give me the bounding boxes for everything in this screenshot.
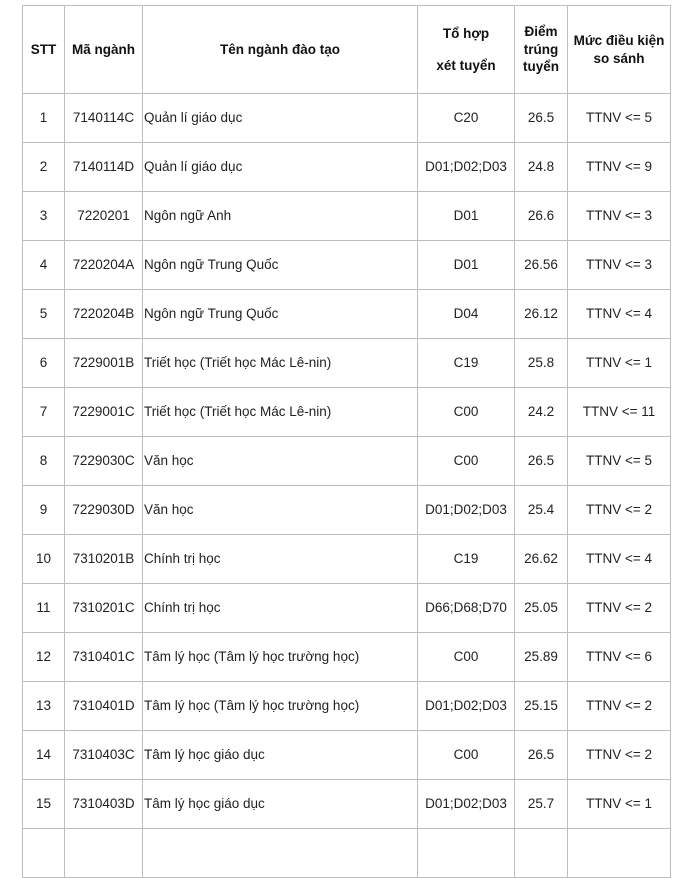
table-row [23,780,671,829]
cell-stt: 15 [23,780,65,829]
cell-stt: 5 [23,290,65,339]
cell-code: 7229030D [65,486,143,535]
cell-stt: 13 [23,682,65,731]
cell-combo: C00 [418,437,515,486]
cell-combo: D01 [418,192,515,241]
cell-score: 26.5 [515,437,568,486]
cell-name: Chính trị học [143,535,418,584]
cell-score: 25.15 [515,682,568,731]
cell-stt: 2 [23,143,65,192]
cell-code: 7310401D [65,682,143,731]
cell-combo: D01;D02;D03 [418,780,515,829]
cell-code [65,829,143,878]
cell-combo: D66;D68;D70 [418,584,515,633]
cell-name: Quản lí giáo dục [143,143,418,192]
cell-code: 7310201B [65,535,143,584]
header-code: Mã ngành [65,6,143,94]
cell-name: Văn học [143,486,418,535]
cell-score: 26.62 [515,535,568,584]
table-row [23,437,671,486]
cell-condition: TTNV <= 3 [568,192,671,241]
table-header [23,6,671,94]
cell-code: 7229030C [65,437,143,486]
cell-stt: 12 [23,633,65,682]
cell-code: 7140114D [65,143,143,192]
cell-code: 7229001B [65,339,143,388]
cell-combo: D01 [418,241,515,290]
cell-code: 7140114C [65,94,143,143]
cell-combo: D01;D02;D03 [418,682,515,731]
cell-name: Ngôn ngữ Trung Quốc [143,290,418,339]
table-row [23,682,671,731]
cell-condition: TTNV <= 6 [568,633,671,682]
cell-score: 26.6 [515,192,568,241]
cell-condition: TTNV <= 4 [568,290,671,339]
cell-score: 25.4 [515,486,568,535]
table-row [23,241,671,290]
table-row [23,731,671,780]
header-name: Tên ngành đào tạo [143,6,418,94]
table-row [23,535,671,584]
cell-name: Chính trị học [143,584,418,633]
cell-code: 7220204B [65,290,143,339]
cell-name: Triết học (Triết học Mác Lê-nin) [143,388,418,437]
table-row [23,339,671,388]
cell-combo [418,829,515,878]
cell-combo: D04 [418,290,515,339]
cell-code: 7310201C [65,584,143,633]
cell-score: 26.5 [515,731,568,780]
cell-condition: TTNV <= 2 [568,486,671,535]
cell-name: Ngôn ngữ Anh [143,192,418,241]
header-condition: Mức điều kiện so sánh [568,6,671,94]
cell-combo: C19 [418,339,515,388]
cell-score: 25.8 [515,339,568,388]
cell-name: Tâm lý học (Tâm lý học trường học) [143,682,418,731]
table-row [23,290,671,339]
table-row [23,388,671,437]
cell-stt: 1 [23,94,65,143]
cell-condition [568,829,671,878]
table-row [23,829,671,878]
table-row [23,143,671,192]
cell-score: 24.8 [515,143,568,192]
table-body [23,94,671,878]
cell-combo: D01;D02;D03 [418,143,515,192]
cell-code: 7229001C [65,388,143,437]
header-combo: Tổ hợp xét tuyển [418,6,515,94]
admissions-table [22,5,671,878]
cell-condition: TTNV <= 5 [568,437,671,486]
cell-condition: TTNV <= 1 [568,780,671,829]
cell-name: Văn học [143,437,418,486]
cell-condition: TTNV <= 2 [568,731,671,780]
table-row [23,633,671,682]
cell-code: 7310403C [65,731,143,780]
cell-name: Quản lí giáo dục [143,94,418,143]
cell-combo: C19 [418,535,515,584]
cell-name: Tâm lý học (Tâm lý học trường học) [143,633,418,682]
cell-condition: TTNV <= 1 [568,339,671,388]
cell-code: 7310403D [65,780,143,829]
cell-stt: 9 [23,486,65,535]
cell-condition: TTNV <= 11 [568,388,671,437]
cell-stt: 10 [23,535,65,584]
cell-condition: TTNV <= 2 [568,584,671,633]
cell-condition: TTNV <= 4 [568,535,671,584]
cell-stt [23,829,65,878]
cell-combo: D01;D02;D03 [418,486,515,535]
cell-stt: 8 [23,437,65,486]
cell-score: 26.5 [515,94,568,143]
cell-name: Ngôn ngữ Trung Quốc [143,241,418,290]
table-row [23,192,671,241]
cell-stt: 3 [23,192,65,241]
cell-combo: C00 [418,388,515,437]
cell-code: 7220201 [65,192,143,241]
cell-condition: TTNV <= 3 [568,241,671,290]
cell-score: 25.7 [515,780,568,829]
cell-score: 26.12 [515,290,568,339]
cell-stt: 4 [23,241,65,290]
table-row [23,486,671,535]
cell-stt: 7 [23,388,65,437]
cell-score: 24.2 [515,388,568,437]
cell-combo: C00 [418,633,515,682]
cell-stt: 11 [23,584,65,633]
header-stt: STT [23,6,65,94]
cell-code: 7310401C [65,633,143,682]
cell-combo: C20 [418,94,515,143]
cell-score [515,829,568,878]
cell-stt: 14 [23,731,65,780]
cell-condition: TTNV <= 5 [568,94,671,143]
cell-score: 26.56 [515,241,568,290]
cell-score: 25.05 [515,584,568,633]
cell-name: Triết học (Triết học Mác Lê-nin) [143,339,418,388]
cell-combo: C00 [418,731,515,780]
cell-score: 25.89 [515,633,568,682]
table-row [23,584,671,633]
cell-condition: TTNV <= 2 [568,682,671,731]
header-score: Điểm trúng tuyển [515,6,568,94]
cell-stt: 6 [23,339,65,388]
header-row [23,6,671,94]
cell-name: Tâm lý học giáo dục [143,731,418,780]
cell-condition: TTNV <= 9 [568,143,671,192]
table-row [23,94,671,143]
cell-name [143,829,418,878]
cell-name: Tâm lý học giáo dục [143,780,418,829]
cell-code: 7220204A [65,241,143,290]
